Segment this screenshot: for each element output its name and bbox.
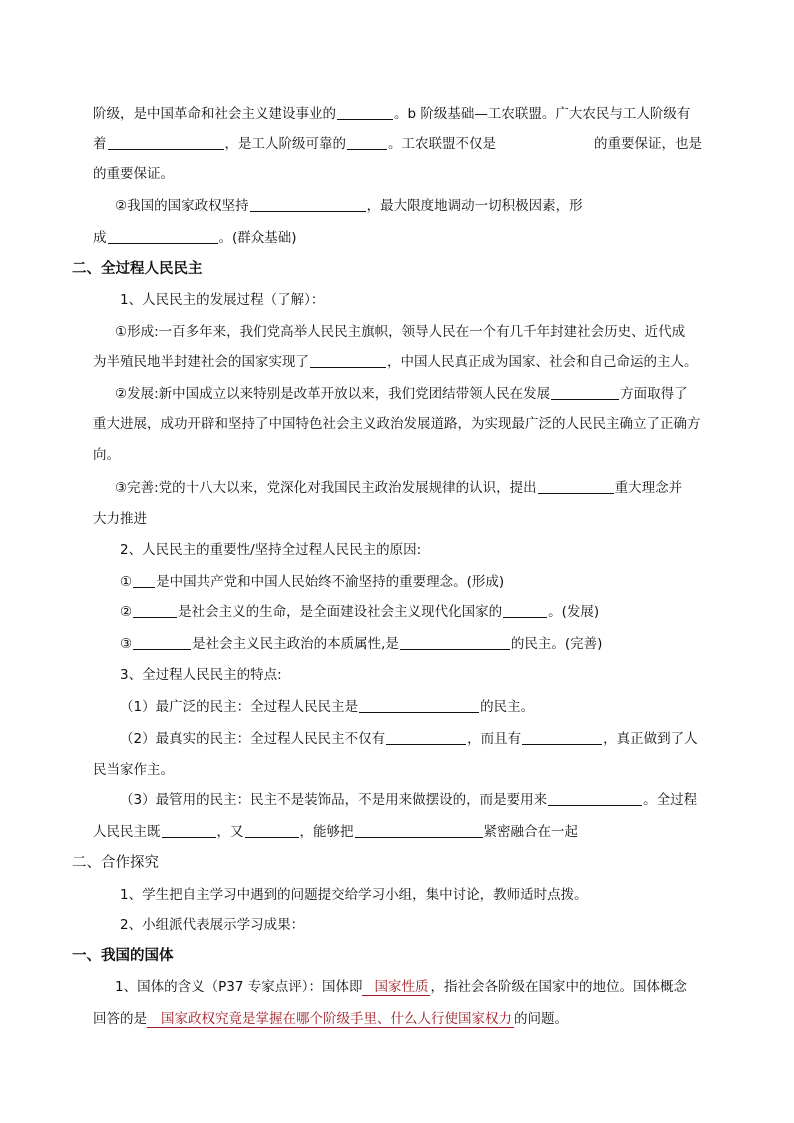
- text: 的问题。: [514, 1011, 568, 1027]
- text: ，最大限度地调动一切积极因素，形: [366, 198, 583, 214]
- text: ③: [120, 636, 133, 652]
- text: 是社会主义民主政治的本质属性,是: [192, 636, 399, 652]
- fill-blank[interactable]: [503, 603, 547, 618]
- text: 重大理念并: [614, 480, 683, 496]
- text-line: [115, 977, 745, 997]
- section-heading: 二、合作探究: [72, 855, 159, 871]
- text: 成: [93, 230, 107, 246]
- text: 阶级，是中国革命和社会主义建设事业的: [93, 106, 336, 122]
- text: 。工农联盟不仅是: [388, 136, 496, 152]
- text: 的重要保证，也是: [594, 136, 702, 152]
- text: ，中国人民真正成为国家、社会和自己命运的主人。: [387, 354, 698, 370]
- text: 。b 阶级基础—工农联盟。广大农民与工人阶级有: [394, 106, 691, 122]
- text: 为半殖民地半封建社会的国家实现了: [93, 354, 309, 370]
- text-line: [120, 729, 750, 749]
- text-line: [93, 228, 723, 248]
- text: （2）最真实的民主：全过程人民民主不仅有: [120, 731, 386, 747]
- text: ，又: [216, 824, 244, 840]
- text: 的重要保证。: [93, 166, 174, 182]
- text: 2、小组派代表展示学习成果：: [120, 917, 305, 933]
- text-line: [120, 290, 750, 310]
- text: 1、国体的含义（P37 专家点评）：国体即: [115, 979, 363, 995]
- text-line: [120, 634, 750, 654]
- text: ，是工人阶级可靠的: [224, 136, 346, 152]
- text: 紧密融合在一起: [483, 824, 578, 840]
- fill-blank[interactable]: [133, 573, 155, 588]
- text-line: [120, 697, 750, 717]
- text: ②: [120, 604, 133, 620]
- section-heading: 二、全过程人民民主: [72, 261, 203, 277]
- text-line: [115, 384, 745, 404]
- text-line: [93, 104, 723, 124]
- fill-blank[interactable]: [337, 105, 393, 120]
- section-heading: 一、我国的国体: [72, 948, 174, 964]
- text-line: [120, 602, 750, 622]
- text-line: [93, 822, 723, 842]
- text: 是社会主义的生命，是全面建设社会主义现代化国家的: [178, 604, 503, 620]
- text-line: [93, 164, 723, 184]
- text-line: [115, 322, 745, 342]
- fill-blank[interactable]: [538, 479, 614, 494]
- fill-blank[interactable]: [108, 135, 224, 150]
- fill-blank[interactable]: [548, 791, 642, 806]
- fill-blank[interactable]: [400, 635, 510, 650]
- text: 。全过程: [643, 792, 698, 808]
- text: 着: [93, 136, 107, 152]
- text: ②我国的国家政权坚持: [115, 198, 249, 214]
- text-line: [120, 572, 750, 592]
- fill-blank[interactable]: [386, 730, 466, 745]
- text-line: [93, 414, 723, 434]
- text: （1）最广泛的民主：全过程人民民主是: [120, 699, 359, 715]
- text: 民当家作主。: [93, 762, 174, 778]
- text: ③完善:党的十八大以来，党深化对我国民主政治发展规律的认识，提出: [115, 480, 537, 496]
- text: 1、学生把自主学习中遇到的问题提交给学习小组，集中讨论，教师适时点拨。: [120, 887, 588, 903]
- text: 人民民主既: [93, 824, 161, 840]
- text-line: [93, 509, 723, 529]
- text-line: [93, 760, 723, 780]
- text-line: [93, 1009, 723, 1029]
- text: 回答的是: [93, 1011, 147, 1027]
- answer-text: 国家性质: [362, 979, 430, 996]
- text-line: [120, 665, 750, 685]
- fill-blank[interactable]: [522, 730, 602, 745]
- fill-blank[interactable]: [355, 823, 483, 838]
- text: ①形成:一百多年来，我们党高举人民民主旗帜，领导人民在一个有几千年封建社会历史、近代成: [115, 324, 686, 340]
- text-line: [120, 540, 750, 560]
- text: 的民主。(完善): [510, 636, 603, 652]
- fill-blank[interactable]: [347, 135, 387, 150]
- fill-blank[interactable]: [310, 353, 386, 368]
- answer-text: 国家政权究竟是掌握在哪个阶级手里、什么人行使国家权力: [147, 1011, 514, 1028]
- text: 重大进展，成功开辟和坚持了中国特色社会主义政治发展道路，为实现最广泛的人民民主确立了正确方: [93, 416, 701, 432]
- fill-blank[interactable]: [133, 635, 191, 650]
- text: ，能够把: [299, 824, 354, 840]
- text: ①: [120, 574, 133, 590]
- fill-blank[interactable]: [359, 698, 479, 713]
- text: 向。: [93, 447, 120, 463]
- text-line: [93, 445, 723, 465]
- text-line: [120, 915, 750, 935]
- text: ②发展:新中国成立以来特别是改革开放以来，我们党团结带领人民在发展: [115, 386, 551, 402]
- text-line: [115, 478, 745, 498]
- text-line: [93, 352, 723, 372]
- text-line: [115, 196, 745, 216]
- fill-blank[interactable]: [162, 823, 216, 838]
- text: （3）最管用的民主：民主不是装饰品，不是用来做摆设的，而是要用来: [120, 792, 548, 808]
- text: ，而且有: [467, 731, 522, 747]
- text: 的民主。: [480, 699, 535, 715]
- fill-blank[interactable]: [108, 229, 218, 244]
- fill-blank[interactable]: [551, 385, 619, 400]
- text-line: [93, 134, 723, 154]
- text-line: [120, 790, 750, 810]
- text: 方面取得了: [620, 386, 688, 402]
- fill-blank[interactable]: [133, 603, 177, 618]
- fill-blank[interactable]: [250, 197, 366, 212]
- text: 。(群众基础): [218, 230, 297, 246]
- text: 3、全过程人民民主的特点:: [120, 667, 282, 683]
- text: 是中国共产党和中国人民始终不渝坚持的重要理念。(形成): [156, 574, 505, 590]
- text: 1、人民民主的发展过程（了解）：: [120, 292, 325, 308]
- text: 大力推进: [93, 511, 147, 527]
- text: 。(发展): [548, 604, 600, 620]
- text: ，指社会各阶级在国家中的地位。国体概念: [430, 979, 687, 995]
- text: 2、人民民主的重要性/坚持全过程人民民主的原因:: [120, 542, 422, 558]
- text-line: [120, 885, 750, 905]
- text: ，真正做到了人: [603, 731, 698, 747]
- fill-blank[interactable]: [245, 823, 299, 838]
